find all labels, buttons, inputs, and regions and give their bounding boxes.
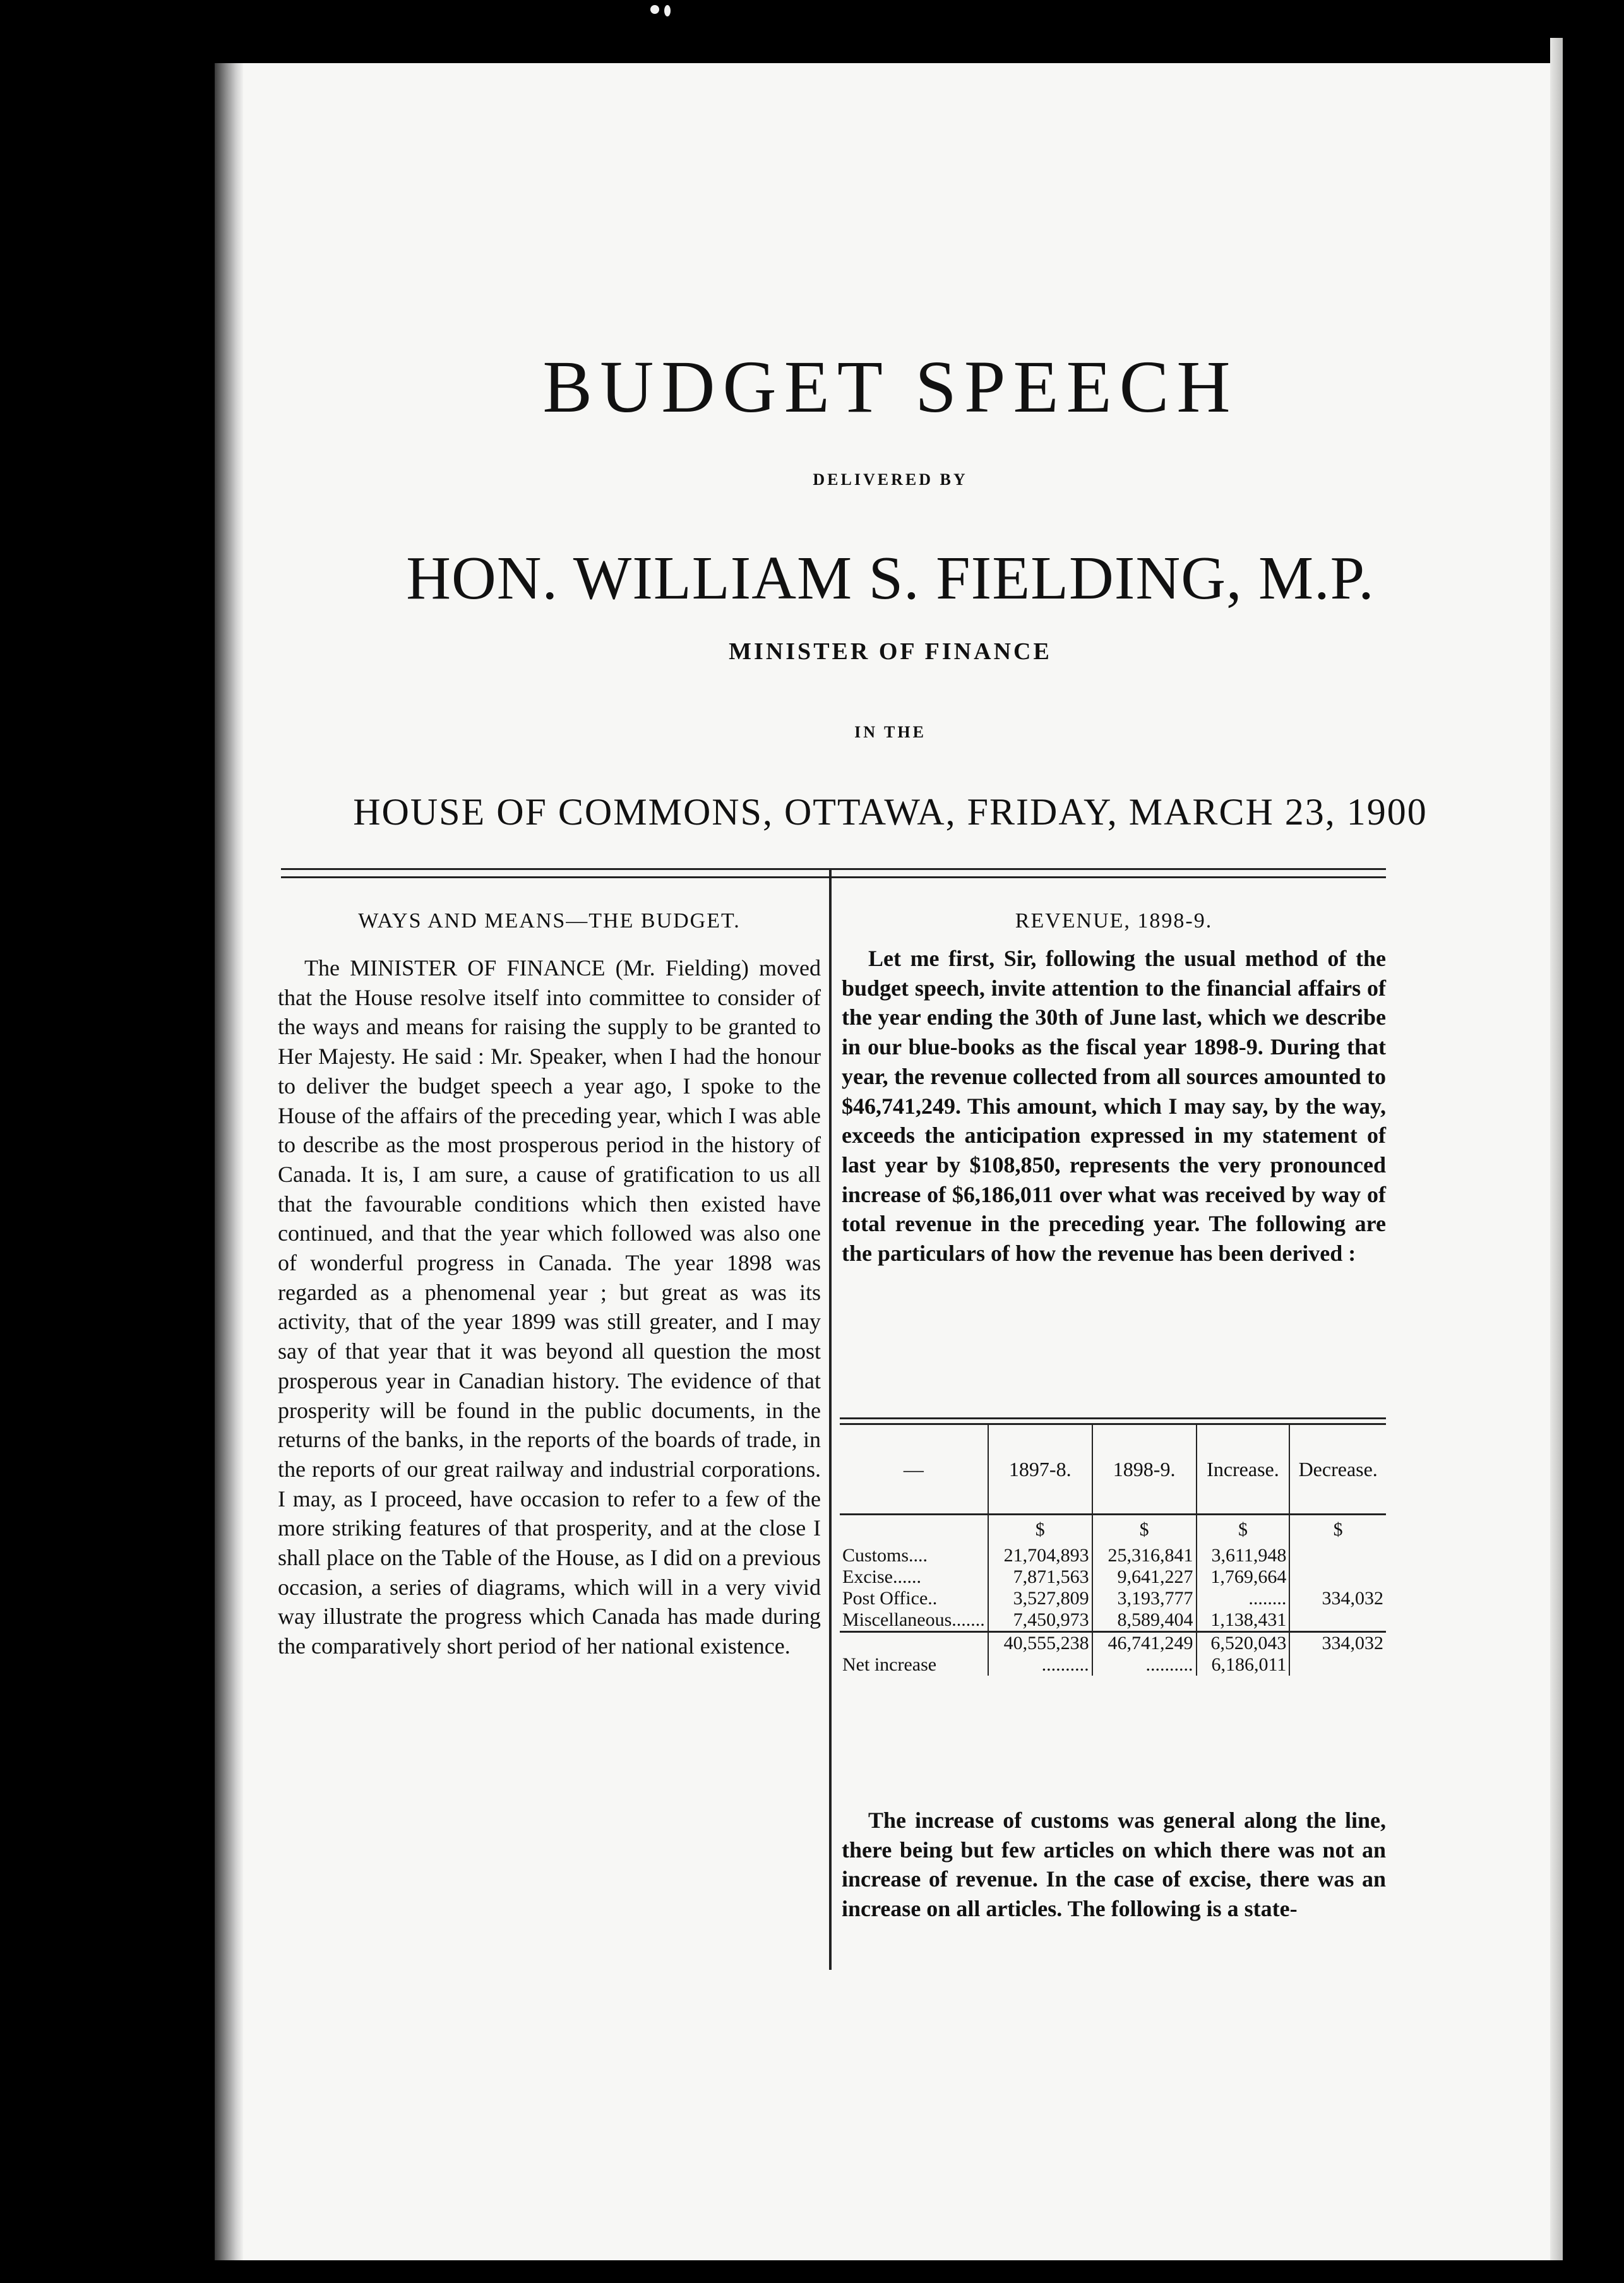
document-title: BUDGET SPEECH <box>542 345 1238 428</box>
table-cell: 3,193,777 <box>1092 1588 1197 1609</box>
revenue-table <box>840 1417 1386 1676</box>
column-header: Increase. <box>1197 1425 1290 1515</box>
speaker-name: HON. WILLIAM S. FIELDING, M.P. <box>406 544 1375 612</box>
row-label: Post Office.. <box>842 1587 938 1609</box>
table-cell: 8,589,404 <box>1092 1609 1197 1632</box>
delivered-by-label: DELIVERED BY <box>813 470 968 489</box>
table-cell: 7,450,973 <box>988 1609 1092 1632</box>
table-cell <box>840 1515 988 1545</box>
header-rule <box>281 868 1386 878</box>
row-label: Excise...... <box>842 1566 921 1587</box>
table-cell: ........ <box>1197 1588 1290 1609</box>
net-increase-row <box>840 1654 1386 1676</box>
table-cell: 3,611,948 <box>1197 1545 1290 1566</box>
table-cell: 9,641,227 <box>1092 1566 1197 1588</box>
table-cell <box>1289 1566 1386 1588</box>
column-header: — <box>903 1457 924 1481</box>
place-and-date: HOUSE OF COMMONS, OTTAWA, FRIDAY, MARCH 23, 1900 <box>353 791 1428 833</box>
table-cell: 40,555,238 <box>988 1631 1092 1654</box>
table-cell: .......... <box>1092 1654 1197 1676</box>
speaker-role: MINISTER OF FINANCE <box>729 638 1052 665</box>
table-cell: .......... <box>988 1654 1092 1676</box>
currency-symbol: $ <box>988 1515 1092 1545</box>
table-cell: 334,032 <box>1289 1631 1386 1654</box>
row-label: Miscellaneous....... <box>842 1609 985 1630</box>
table-cell: 334,032 <box>1289 1588 1386 1609</box>
table-cell <box>1289 1654 1386 1676</box>
table-cell <box>840 1631 988 1654</box>
right-column-paragraph-2: The increase of customs was general along the line, there being but few articles on which there was not an increase of revenue. In the case of excise, there was an increase on all articles. The following is a state- <box>842 1808 1386 1922</box>
column-header: 1898-9. <box>1092 1425 1197 1515</box>
left-column-paragraph: The MINISTER OF FINANCE (Mr. Fielding) moved that the House resolve itself into committee to consider of the ways and means for raising the supply to be granted to Her Majesty. He said : Mr. Speaker, when I had the honour to deliver the budget speech a year ago, I spoke to the House of the affairs of the preceding year, which I was able to describe as the most prosperous period in the history of Canada. It is, I am sure, a cause of gratification to us all that the favourable conditions which then existed have continued, and that the year which followed was also one of wonderful progress in Canada. The year 1898 was regarded as a phenomenal year ; but great as was its activity, that of the year 1899 was still greater, and I may say of that year that it was beyond all question the most prosperous year in Canadian history. The evidence of that prosperity will be found in the public documents, in the returns of the banks, in the reports of the boards of trade, in the reports of our great railway and industrial corporations. I may, as I proceed, have occasion to refer to a few of the more striking features of that prosperity, and at the close I shall place on the Table of the House, as I did on a previous occasion, a series of diagrams, which will in a very vivid way illustrate the progress which Canada has made during the comparatively short period of her national existence. <box>278 955 821 1659</box>
scan-speck <box>664 5 671 16</box>
table-row <box>840 1588 1386 1609</box>
column-header: 1897-8. <box>988 1425 1092 1515</box>
table-cell: 1,138,431 <box>1197 1609 1290 1632</box>
column-header: Decrease. <box>1289 1425 1386 1515</box>
currency-symbol: $ <box>1197 1515 1290 1545</box>
scan-speck <box>650 5 659 14</box>
row-label: Net increase <box>842 1654 937 1675</box>
right-column-heading: REVENUE, 1898-9. <box>1015 909 1213 933</box>
right-column-paragraph-1: Let me first, Sir, following the usual method of the budget speech, invite attention to the financial affairs of the year ending the 30th of June last, which we describe in our blue-books as the fiscal year 1898-9. During that year, the revenue collected from all sources amounted to $46,741,249. This amount, which I may say, by the way, exceeds the anticipation expressed in my statement of last year by $108,850, represents the very pronounced increase of $6,186,011 over what was received by way of total revenue in the preceding year. The following are the particulars of how the revenue has been derived : <box>842 946 1386 1267</box>
column-divider <box>829 868 832 1970</box>
table-cell: 46,741,249 <box>1092 1631 1197 1654</box>
row-label: Customs.... <box>842 1544 928 1566</box>
table-cell: 6,186,011 <box>1197 1654 1290 1676</box>
table-cell: 21,704,893 <box>988 1545 1092 1566</box>
table-cell: 25,316,841 <box>1092 1545 1197 1566</box>
currency-symbol: $ <box>1092 1515 1197 1545</box>
table-row <box>840 1545 1386 1566</box>
table-cell: 3,527,809 <box>988 1588 1092 1609</box>
left-column-heading: WAYS AND MEANS—THE BUDGET. <box>358 909 741 933</box>
totals-row <box>840 1631 1386 1654</box>
table-cell: 1,769,664 <box>1197 1566 1290 1588</box>
table-cell <box>1289 1545 1386 1566</box>
table-cell: 7,871,563 <box>988 1566 1092 1588</box>
table-cell <box>1289 1609 1386 1632</box>
table-row <box>840 1566 1386 1588</box>
table-cell: 6,520,043 <box>1197 1631 1290 1654</box>
in-the-label: IN THE <box>854 723 926 741</box>
table-top-rule <box>840 1417 1386 1425</box>
table-row <box>840 1609 1386 1632</box>
currency-symbol: $ <box>1289 1515 1386 1545</box>
